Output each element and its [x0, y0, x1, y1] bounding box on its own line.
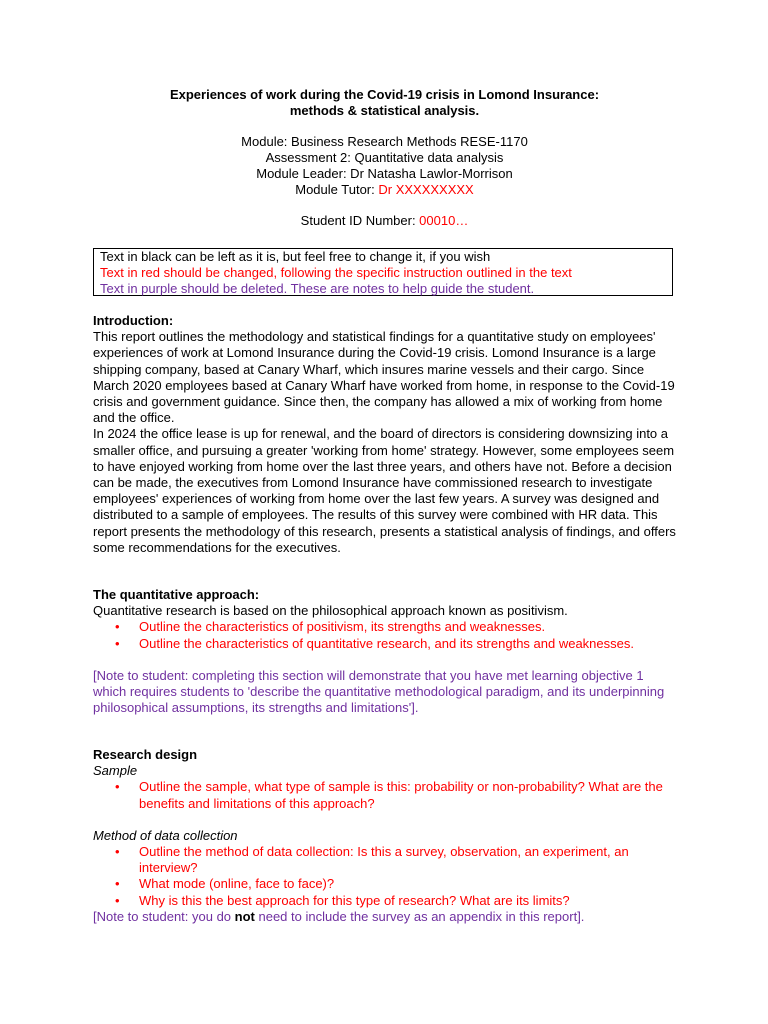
- introduction-heading: Introduction:: [93, 313, 174, 328]
- student-id-line: [93, 213, 676, 229]
- introduction-section: [93, 313, 678, 556]
- quantitative-section: [93, 587, 678, 716]
- legend-black: Text in black can be left as it is, but feel free to change it, if you wish: [100, 249, 491, 264]
- legend-red: Text in red should be changed, following the specific instruction outlined in the text: [100, 265, 572, 280]
- leader-line: Module Leader: Dr Natasha Lawlor-Morrison: [256, 166, 513, 181]
- module-line: Module: Business Research Methods RESE-1170: [241, 134, 528, 149]
- document-title: [93, 87, 676, 119]
- assessment-line: Assessment 2: Quantitative data analysis: [265, 150, 504, 165]
- student-id-label: Student ID Number:: [300, 213, 420, 228]
- tutor-label: Module Tutor:: [295, 182, 379, 197]
- tutor-line: [93, 182, 676, 198]
- color-legend-box: [93, 248, 673, 296]
- quantitative-paragraph: Quantitative research is based on the philosophical approach known as positivism.: [93, 603, 568, 619]
- quantitative-bullets: [93, 619, 678, 651]
- method-note: [93, 909, 678, 925]
- introduction-paragraph-1: This report outlines the methodology and statistical findings for a quantitative study on employees' experiences of work at Lomond Insurance during the Covid-19 crisis. Lomond Insurance is a large shipping company, based at Canary Wharf, which insures marine vessels and their cargo. Since March 2020 employees based at Canary Wharf have worked from home, in response to the Covid-19 crisis and government guidance. Since then, the company has allowed a mix of working from home and the office.: [93, 329, 675, 426]
- title-line-2: methods & statistical analysis.: [289, 103, 480, 118]
- tutor-value: Dr XXXXXXXXX: [378, 182, 474, 197]
- legend-purple: Text in purple should be deleted. These are notes to help guide the student.: [100, 281, 535, 296]
- method-bullet-2: • What mode (online, face to face)?: [93, 876, 678, 892]
- module-details: [93, 134, 676, 198]
- method-note-bold: not: [234, 908, 255, 924]
- student-id-value: 00010…: [419, 213, 469, 228]
- research-design-heading: Research design: [93, 747, 198, 762]
- method-note-pre: [Note to student: you do: [93, 908, 235, 924]
- method-bullet-1: • Outline the method of data collection: Is this a survey, observation, an experiment, an interview?: [93, 844, 678, 876]
- introduction-paragraph-2: In 2024 the office lease is up for renewal, and the board of directors is considering downsizing into a smaller office, and pursuing a greater 'working from home' strategy. However, some employees seem to have enjoyed working from home over the last three years, and others have not. Before a decision can be made, the executives from Lomond Insurance have commissioned research to investigate employees' experiences of working from home over the last few years. A survey was designed and distributed to a sample of employees. The results of this survey were combined with HR data. This report presents the methodology of this research, presents a statistical analysis of findings, and offers some recommendations for the executives.: [93, 426, 676, 555]
- method-bullets: [93, 844, 678, 909]
- quantitative-note: [Note to student: completing this section will demonstrate that you have met learning objective 1 which requires students to 'describe the quantitative methodological paradigm, and its underpinning philosophical assumptions, its strengths and limitations'].: [93, 667, 665, 716]
- sample-bullet-1: • Outline the sample, what type of sample is this: probability or non-probability? What are the benefits and limitations of this approach?: [93, 779, 678, 811]
- quantitative-bullet-2: • Outline the characteristics of quantitative research, and its strengths and weaknesses.: [93, 636, 678, 652]
- method-subheading: Method of data collection: [93, 827, 238, 843]
- sample-subheading: Sample: [93, 763, 138, 779]
- method-note-post: need to include the survey as an appendix in this report].: [254, 908, 585, 924]
- research-design-section: [93, 747, 678, 925]
- method-bullet-3: • Why is this the best approach for this type of research? What are its limits?: [93, 893, 678, 909]
- quantitative-bullet-1: • Outline the characteristics of positivism, its strengths and weaknesses.: [93, 619, 678, 635]
- sample-bullets: [93, 779, 678, 811]
- quantitative-heading: The quantitative approach:: [93, 587, 260, 602]
- title-line-1: Experiences of work during the Covid-19 crisis in Lomond Insurance:: [169, 87, 600, 102]
